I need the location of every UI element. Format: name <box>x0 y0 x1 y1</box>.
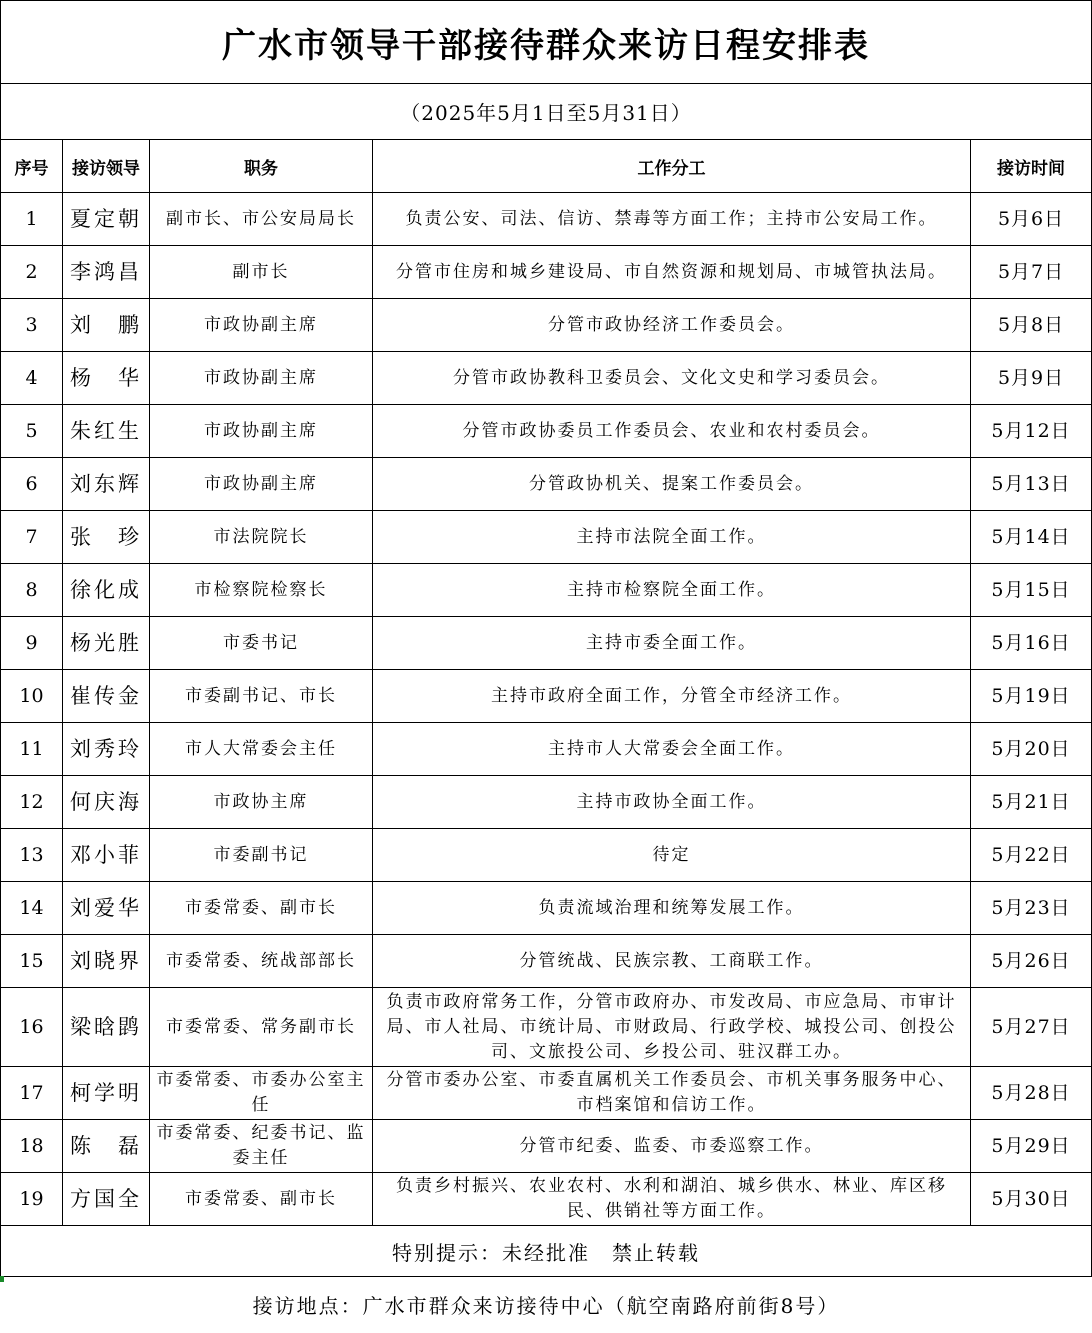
row-leader: 杨 华 <box>63 352 150 405</box>
row-index: 16 <box>1 988 63 1067</box>
header-duty: 工作分工 <box>373 140 971 193</box>
row-time: 5月6日 <box>971 193 1092 246</box>
table-row <box>1 776 1092 829</box>
row-time: 5月14日 <box>971 511 1092 564</box>
row-time: 5月27日 <box>971 988 1092 1067</box>
row-index: 15 <box>1 935 63 988</box>
header-index: 序号 <box>1 140 63 193</box>
row-position: 市委副书记、市长 <box>150 670 373 723</box>
row-leader: 刘爱华 <box>63 882 150 935</box>
row-position: 市人大常委会主任 <box>150 723 373 776</box>
row-leader: 梁晗鹍 <box>63 988 150 1067</box>
row-position: 市政协副主席 <box>150 352 373 405</box>
table-row <box>1 617 1092 670</box>
table-row <box>1 299 1092 352</box>
row-duty: 分管市政协教科卫委员会、文化文史和学习委员会。 <box>373 352 971 405</box>
row-duty: 主持市政协全面工作。 <box>373 776 971 829</box>
special-notice: 特别提示：未经批准 禁止转载 <box>1 1226 1092 1277</box>
row-time: 5月28日 <box>971 1067 1092 1120</box>
row-duty: 分管市纪委、监委、市委巡察工作。 <box>373 1120 971 1173</box>
row-index: 11 <box>1 723 63 776</box>
table-row <box>1 723 1092 776</box>
row-index: 1 <box>1 193 63 246</box>
row-leader: 张 珍 <box>63 511 150 564</box>
row-time: 5月26日 <box>971 935 1092 988</box>
row-time: 5月9日 <box>971 352 1092 405</box>
visit-location: 接访地点：广水市群众来访接待中心（航空南路府前街8号） <box>252 1294 840 1318</box>
row-time: 5月12日 <box>971 405 1092 458</box>
row-leader: 朱红生 <box>63 405 150 458</box>
table-row <box>1 988 1092 1067</box>
row-index: 7 <box>1 511 63 564</box>
table-row <box>1 670 1092 723</box>
row-time: 5月19日 <box>971 670 1092 723</box>
row-index: 5 <box>1 405 63 458</box>
row-leader: 刘秀玲 <box>63 723 150 776</box>
table-row <box>1 935 1092 988</box>
date-range: （2025年5月1日至5月31日） <box>1 84 1092 140</box>
row-index: 6 <box>1 458 63 511</box>
row-time: 5月20日 <box>971 723 1092 776</box>
table-row <box>1 829 1092 882</box>
row-index: 14 <box>1 882 63 935</box>
row-position: 市委常委、市委办公室主任 <box>150 1067 373 1120</box>
table-row <box>1 193 1092 246</box>
row-duty: 分管政协机关、提案工作委员会。 <box>373 458 971 511</box>
row-index: 9 <box>1 617 63 670</box>
header-time: 接访时间 <box>971 140 1092 193</box>
table-row <box>1 352 1092 405</box>
row-duty: 分管统战、民族宗教、工商联工作。 <box>373 935 971 988</box>
table-row <box>1 882 1092 935</box>
row-leader: 刘晓界 <box>63 935 150 988</box>
page-title: 广水市领导干部接待群众来访日程安排表 <box>1 1 1092 84</box>
row-duty: 分管市委办公室、市委直属机关工作委员会、市机关事务服务中心、市档案馆和信访工作。 <box>373 1067 971 1120</box>
row-position: 市政协副主席 <box>150 405 373 458</box>
row-duty: 负责市政府常务工作，分管市政府办、市发改局、市应急局、市审计局、市人社局、市统计局、市财政局、行政学校、城投公司、创投公司、文旅投公司、乡投公司、驻汉群工办。 <box>373 988 971 1067</box>
table-row <box>1 458 1092 511</box>
row-position: 市委副书记 <box>150 829 373 882</box>
row-position: 市检察院检察长 <box>150 564 373 617</box>
row-position: 副市长 <box>150 246 373 299</box>
table-row <box>1 1067 1092 1120</box>
row-duty: 主持市委全面工作。 <box>373 617 971 670</box>
row-duty: 主持市人大常委会全面工作。 <box>373 723 971 776</box>
table-row <box>1 246 1092 299</box>
row-index: 18 <box>1 1120 63 1173</box>
header-row <box>1 140 1092 193</box>
row-leader: 柯学明 <box>63 1067 150 1120</box>
row-index: 19 <box>1 1173 63 1226</box>
row-duty: 主持市检察院全面工作。 <box>373 564 971 617</box>
row-time: 5月21日 <box>971 776 1092 829</box>
row-position: 市政协副主席 <box>150 299 373 352</box>
table-row <box>1 1120 1092 1173</box>
row-duty: 分管市政协经济工作委员会。 <box>373 299 971 352</box>
row-time: 5月15日 <box>971 564 1092 617</box>
row-position: 市委常委、副市长 <box>150 1173 373 1226</box>
row-leader: 陈 磊 <box>63 1120 150 1173</box>
row-leader: 杨光胜 <box>63 617 150 670</box>
row-position: 市委常委、副市长 <box>150 882 373 935</box>
table-row <box>1 405 1092 458</box>
row-index: 17 <box>1 1067 63 1120</box>
row-position: 市委常委、纪委书记、监委主任 <box>150 1120 373 1173</box>
row-leader: 崔传金 <box>63 670 150 723</box>
row-duty: 负责流域治理和统筹发展工作。 <box>373 882 971 935</box>
row-index: 2 <box>1 246 63 299</box>
row-leader: 李鸿昌 <box>63 246 150 299</box>
row-position: 市委常委、统战部部长 <box>150 935 373 988</box>
table-row <box>1 564 1092 617</box>
row-position: 市政协副主席 <box>150 458 373 511</box>
row-duty: 负责公安、司法、信访、禁毒等方面工作；主持市公安局工作。 <box>373 193 971 246</box>
row-duty: 负责乡村振兴、农业农村、水利和湖泊、城乡供水、林业、库区移民、供销社等方面工作。 <box>373 1173 971 1226</box>
row-leader: 夏定朝 <box>63 193 150 246</box>
row-index: 3 <box>1 299 63 352</box>
row-index: 8 <box>1 564 63 617</box>
header-position: 职务 <box>150 140 373 193</box>
row-time: 5月13日 <box>971 458 1092 511</box>
row-leader: 徐化成 <box>63 564 150 617</box>
row-time: 5月16日 <box>971 617 1092 670</box>
row-position: 市委常委、常务副市长 <box>150 988 373 1067</box>
row-position: 市法院院长 <box>150 511 373 564</box>
row-leader: 何庆海 <box>63 776 150 829</box>
row-position: 市委书记 <box>150 617 373 670</box>
row-index: 10 <box>1 670 63 723</box>
row-leader: 刘 鹏 <box>63 299 150 352</box>
row-duty: 待定 <box>373 829 971 882</box>
row-index: 12 <box>1 776 63 829</box>
row-time: 5月8日 <box>971 299 1092 352</box>
row-duty: 主持市法院全面工作。 <box>373 511 971 564</box>
row-leader: 邓小菲 <box>63 829 150 882</box>
row-index: 13 <box>1 829 63 882</box>
row-duty: 分管市政协委员工作委员会、农业和农村委员会。 <box>373 405 971 458</box>
row-duty: 主持市政府全面工作，分管全市经济工作。 <box>373 670 971 723</box>
header-leader: 接访领导 <box>63 140 150 193</box>
row-time: 5月22日 <box>971 829 1092 882</box>
row-leader: 方国全 <box>63 1173 150 1226</box>
row-time: 5月7日 <box>971 246 1092 299</box>
row-position: 市政协主席 <box>150 776 373 829</box>
row-leader: 刘东辉 <box>63 458 150 511</box>
table-row <box>1 511 1092 564</box>
table-row <box>1 1173 1092 1226</box>
row-time: 5月29日 <box>971 1120 1092 1173</box>
row-duty: 分管市住房和城乡建设局、市自然资源和规划局、市城管执法局。 <box>373 246 971 299</box>
row-index: 4 <box>1 352 63 405</box>
row-time: 5月23日 <box>971 882 1092 935</box>
row-time: 5月30日 <box>971 1173 1092 1226</box>
row-position: 副市长、市公安局局长 <box>150 193 373 246</box>
